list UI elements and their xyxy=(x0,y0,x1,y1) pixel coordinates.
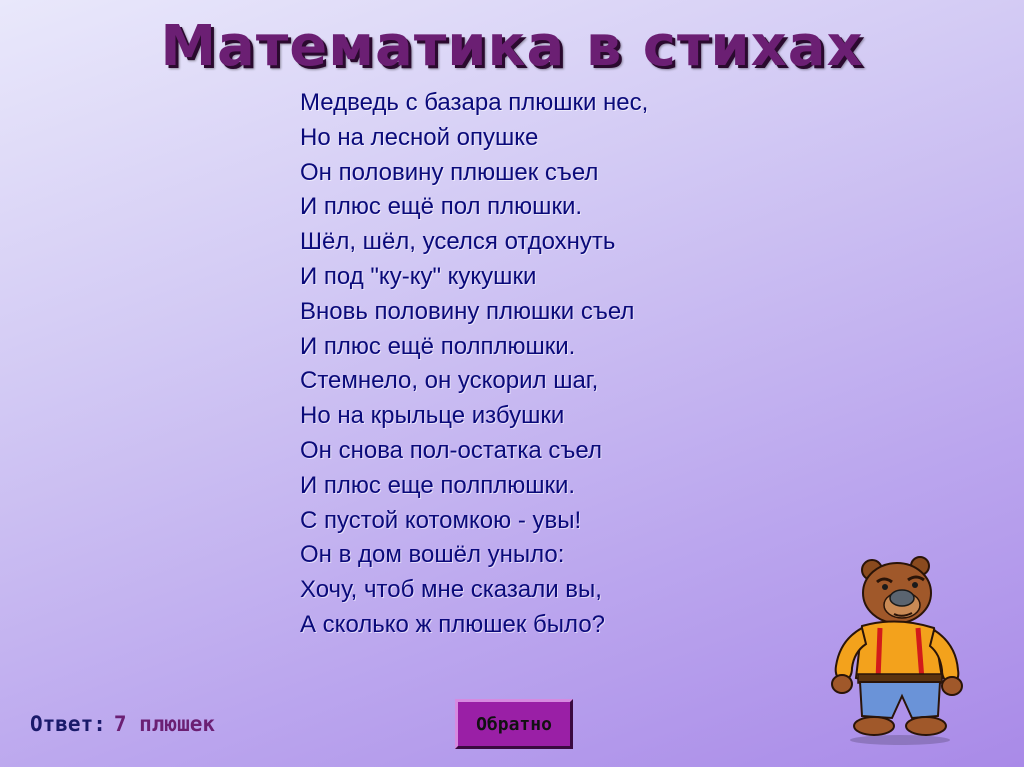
poem-line: Стемнело, он ускорил шаг, xyxy=(300,367,599,395)
poem-line: Медведь с базара плюшки нес, xyxy=(300,89,649,116)
poem-line: Он половину плюшек съел xyxy=(300,158,599,186)
poem xyxy=(300,86,800,643)
bear-illustration xyxy=(822,548,972,748)
poem-line: И плюс ещё полплюшки. xyxy=(300,332,576,360)
answer-value: 7 плюшек xyxy=(113,712,216,736)
poem-line: С пустой котомкою - увы! xyxy=(300,506,582,534)
poem-line: И плюс еще полплюшки. xyxy=(300,471,576,499)
answer xyxy=(30,712,215,736)
poem-line: Он снова пол-остатка съел xyxy=(300,436,602,464)
poem-line: И под "ку-ку" кукушки xyxy=(300,262,537,290)
poem-line: И плюс ещё пол плюшки. xyxy=(300,193,583,221)
poem-line: Шёл, шёл, уселся отдохнуть xyxy=(300,228,616,256)
back-button-label: Обратно xyxy=(476,713,552,735)
answer-label: Ответ: xyxy=(30,712,106,736)
poem-line: Но на лесной опушке xyxy=(300,123,539,151)
poem-line: А сколько ж плюшек было? xyxy=(300,610,606,638)
poem-line: Но на крыльце избушки xyxy=(300,402,565,430)
poem-line: Хочу, чтоб мне сказали вы, xyxy=(300,576,602,604)
poem-line: Вновь половину плюшки съел xyxy=(300,297,635,325)
back-button[interactable] xyxy=(455,699,573,749)
poem-line: Он в дом вошёл уныло: xyxy=(300,541,565,569)
slide-title: Математика в стихах xyxy=(160,14,864,79)
